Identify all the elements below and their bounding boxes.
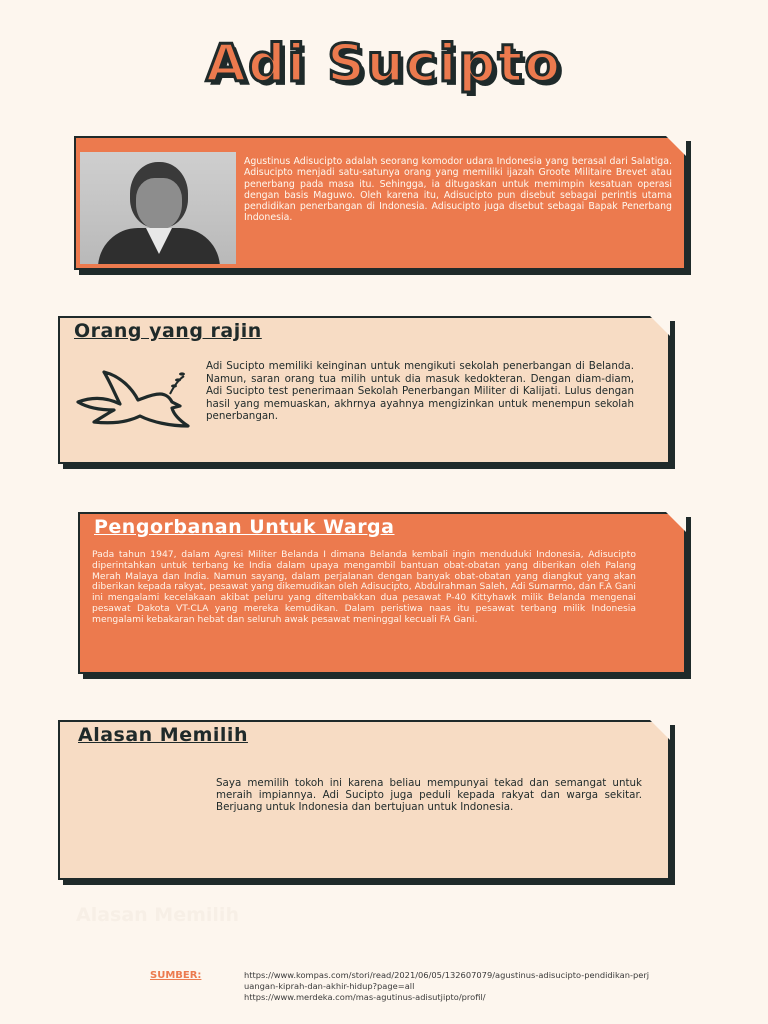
source-link-kompas[interactable]: https://www.kompas.com/stori/read/2021/06/05/132607079/agustinus-adisucipto-pendidikan-perjuangan-kiprah-dan-akhir-hidup?page=all (244, 970, 650, 991)
faded-heading: Alasan Memilih (76, 904, 239, 926)
page-title: Adi Sucipto (205, 34, 563, 94)
portrait-photo (80, 152, 236, 264)
dove-icon (74, 368, 194, 430)
card-corner (650, 720, 670, 740)
intro-text: Agustinus Adisucipto adalah seorang komodor udara Indonesia yang berasal dari Salatiga. Adisucipto menjadi satu-satunya orang yang memiliki ijazah Groote Militaire Brevet atau penerbang pada masa itu. Sehingga, ia ditugaskan untuk memimpin kesatuan operasi dengan basis Maguwo. Oleh karena itu, Adisucipto pun disebut sebagai perintis utama pendidikan penerbangan di Indonesia. Adisucipto juga disebut sebagai Bapak Penerbang Indonesia. (244, 156, 672, 224)
sources-label: SUMBER: (150, 970, 202, 981)
section-reason-heading: Alasan Memilih (78, 724, 248, 746)
section-hardworking-heading: Orang yang rajin (74, 320, 262, 342)
card-corner (666, 512, 686, 532)
section-sacrifice-text: Pada tahun 1947, dalam Agresi Militer Belanda I dimana Belanda kembali ingin menduduki Indonesia, Adisucipto diperintahkan untuk terbang ke India dalam upaya mengambil bantuan obat-obatan yang diberikan oleh Palang Merah Malaya dan India. Namun sayang, dalam perjalanan dengan banyak obat-obatan yang diangkut yang akan diberikan kepada rakyat, pesawat yang dikemudikan oleh Adisucipto, Abdulrahman Saleh, Adi Sumarmo, dan F.A Gani ini mengalami kecelakaan akibat peluru yang ditembakkan dua pesawat P-40 Kittyhawk milik Belanda mengenai pesawat Dakota VT-CLA yang mereka kemudikan. Dalam peristiwa naas itu pesawat terbang milik Indonesia mengalami kebakaran hebat dan seluruh awak pesawat meninggal kecuali FA Gani. (92, 549, 636, 625)
section-reason-text: Saya memilih tokoh ini karena beliau mempunyai tekad dan semangat untuk meraih impiannya. Adi Sucipto juga peduli kepada rakyat dan warga sekitar. Berjuang untuk Indonesia dan bertujuan untuk Indonesia. (216, 777, 642, 813)
card-corner (666, 136, 686, 156)
section-sacrifice-card (78, 512, 686, 674)
section-sacrifice-heading: Pengorbanan Untuk Warga (94, 516, 395, 538)
section-hardworking-text: Adi Sucipto memiliki keinginan untuk mengikuti sekolah penerbangan di Belanda. Namun, saran orang tua milih untuk dia masuk kedokteran. Dengan diam-diam, Adi Sucipto test penerimaan Sekolah Penerbangan Militer di Kalijati. Lulus dengan hasil yang memuaskan, akhrnya ayahnya mengizinkan untuk menempun sekolah penerbangan. (206, 360, 634, 423)
sources-links (244, 970, 654, 1002)
card-corner (650, 316, 670, 336)
section-reason-card (58, 720, 670, 880)
source-link-merdeka[interactable]: https://www.merdeka.com/mas-agutinus-adisutjipto/profil/ (244, 991, 486, 1002)
portrait-face (136, 178, 182, 230)
section-hardworking-card (58, 316, 670, 464)
intro-card (74, 136, 686, 270)
